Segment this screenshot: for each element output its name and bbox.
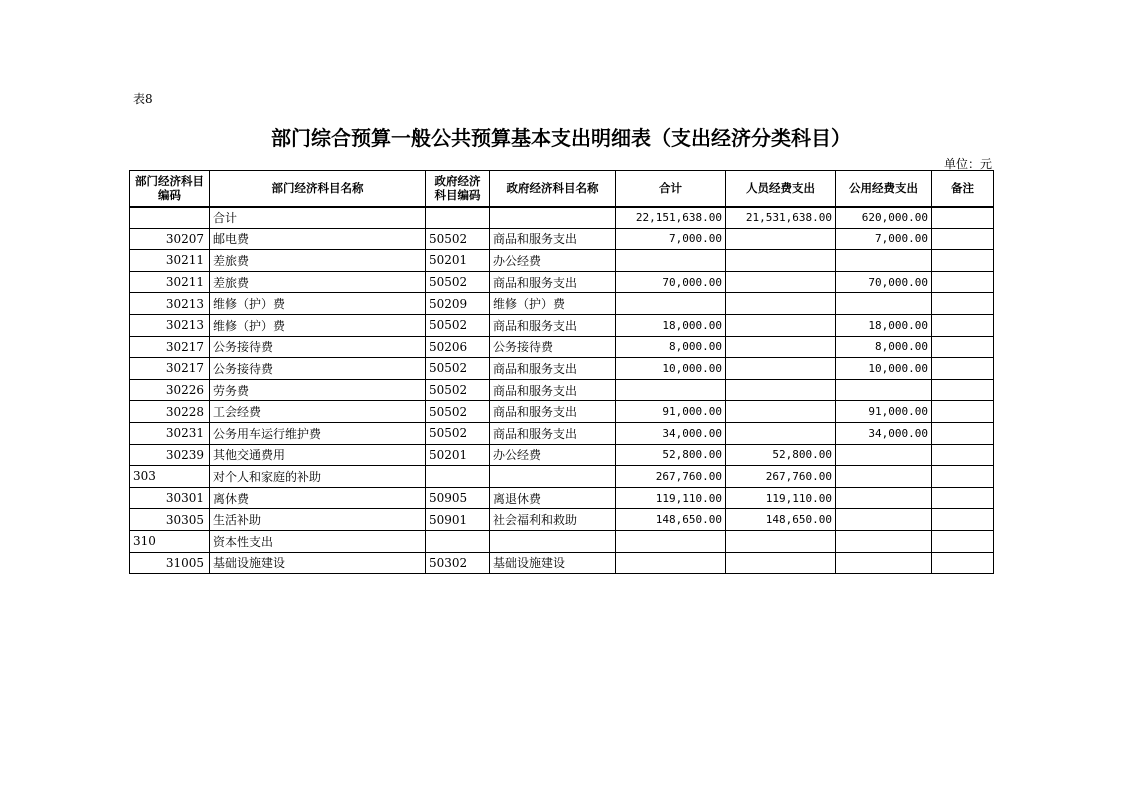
gov-code-cell: 50502 <box>426 314 490 336</box>
total-cell <box>616 250 726 272</box>
gov-name-cell: 基础设施建设 <box>490 552 616 574</box>
public-cell <box>836 444 932 466</box>
table-row <box>130 293 994 315</box>
gov-name-cell: 办公经费 <box>490 250 616 272</box>
total-cell: 70,000.00 <box>616 271 726 293</box>
page-title: 部门综合预算一般公共预算基本支出明细表（支出经济分类科目） <box>271 126 851 150</box>
dept-name-cell: 公务用车运行维护费 <box>210 422 426 444</box>
column-header: 部门经济科目编码 <box>130 171 210 207</box>
total-cell <box>616 379 726 401</box>
total-cell <box>616 552 726 574</box>
total-cell: 18,000.00 <box>616 314 726 336</box>
public-cell: 10,000.00 <box>836 358 932 380</box>
dept-name-cell: 离休费 <box>210 487 426 509</box>
note-cell <box>932 358 994 380</box>
public-cell <box>836 552 932 574</box>
gov-code-cell: 50209 <box>426 293 490 315</box>
public-cell <box>836 487 932 509</box>
note-cell <box>932 466 994 488</box>
table-row <box>130 401 994 423</box>
total-cell <box>616 530 726 552</box>
note-cell <box>932 530 994 552</box>
gov-code-cell <box>426 466 490 488</box>
table-row <box>130 379 994 401</box>
note-cell <box>932 509 994 531</box>
column-header: 政府经济科目名称 <box>490 171 616 207</box>
dept-code-cell: 30228 <box>130 401 210 423</box>
public-cell <box>836 293 932 315</box>
gov-name-cell <box>490 530 616 552</box>
note-cell <box>932 314 994 336</box>
table-row <box>130 314 994 336</box>
public-cell: 8,000.00 <box>836 336 932 358</box>
personnel-cell: 21,531,638.00 <box>726 207 836 229</box>
gov-name-cell: 商品和服务支出 <box>490 422 616 444</box>
personnel-cell <box>726 422 836 444</box>
gov-name-cell: 公务接待费 <box>490 336 616 358</box>
dept-name-cell: 邮电费 <box>210 228 426 250</box>
gov-name-cell: 商品和服务支出 <box>490 401 616 423</box>
total-cell: 52,800.00 <box>616 444 726 466</box>
gov-code-cell: 50502 <box>426 271 490 293</box>
column-header: 人员经费支出 <box>726 171 836 207</box>
public-cell <box>836 250 932 272</box>
table-row <box>130 466 994 488</box>
gov-name-cell: 办公经费 <box>490 444 616 466</box>
dept-code-cell: 30301 <box>130 487 210 509</box>
table-row <box>130 271 994 293</box>
table-row <box>130 336 994 358</box>
personnel-cell: 148,650.00 <box>726 509 836 531</box>
gov-code-cell: 50201 <box>426 444 490 466</box>
dept-code-cell: 30213 <box>130 314 210 336</box>
personnel-cell: 119,110.00 <box>726 487 836 509</box>
gov-name-cell: 离退休费 <box>490 487 616 509</box>
gov-name-cell: 商品和服务支出 <box>490 228 616 250</box>
note-cell <box>932 336 994 358</box>
gov-code-cell <box>426 530 490 552</box>
total-cell: 22,151,638.00 <box>616 207 726 229</box>
note-cell <box>932 379 994 401</box>
public-cell: 70,000.00 <box>836 271 932 293</box>
public-cell <box>836 466 932 488</box>
total-cell: 267,760.00 <box>616 466 726 488</box>
personnel-cell <box>726 379 836 401</box>
public-cell <box>836 530 932 552</box>
personnel-cell <box>726 336 836 358</box>
note-cell <box>932 444 994 466</box>
total-cell: 10,000.00 <box>616 358 726 380</box>
dept-code-cell: 30226 <box>130 379 210 401</box>
total-cell <box>616 293 726 315</box>
dept-code-cell: 30231 <box>130 422 210 444</box>
dept-name-cell: 公务接待费 <box>210 358 426 380</box>
unit-label: 单位：元 <box>943 157 992 171</box>
total-cell: 148,650.00 <box>616 509 726 531</box>
note-cell <box>932 422 994 444</box>
note-cell <box>932 271 994 293</box>
dept-name-cell: 对个人和家庭的补助 <box>210 466 426 488</box>
dept-name-cell: 差旅费 <box>210 250 426 272</box>
dept-name-cell: 维修（护）费 <box>210 314 426 336</box>
public-cell: 34,000.00 <box>836 422 932 444</box>
public-cell: 18,000.00 <box>836 314 932 336</box>
table-number: 表8 <box>133 92 153 106</box>
personnel-cell <box>726 401 836 423</box>
personnel-cell <box>726 552 836 574</box>
personnel-cell <box>726 250 836 272</box>
dept-code-cell: 30213 <box>130 293 210 315</box>
gov-name-cell <box>490 466 616 488</box>
dept-code-cell: 30305 <box>130 509 210 531</box>
personnel-cell <box>726 530 836 552</box>
gov-code-cell: 50502 <box>426 228 490 250</box>
gov-name-cell: 社会福利和救助 <box>490 509 616 531</box>
public-cell: 620,000.00 <box>836 207 932 229</box>
table-row <box>130 444 994 466</box>
column-header: 部门经济科目名称 <box>210 171 426 207</box>
gov-code-cell: 50302 <box>426 552 490 574</box>
dept-name-cell: 工会经费 <box>210 401 426 423</box>
column-header: 公用经费支出 <box>836 171 932 207</box>
dept-name-cell: 差旅费 <box>210 271 426 293</box>
personnel-cell <box>726 271 836 293</box>
public-cell <box>836 379 932 401</box>
dept-code-cell: 30211 <box>130 271 210 293</box>
dept-code-cell: 30239 <box>130 444 210 466</box>
table-row <box>130 530 994 552</box>
budget-table <box>129 170 994 574</box>
dept-name-cell: 基础设施建设 <box>210 552 426 574</box>
gov-code-cell <box>426 207 490 229</box>
gov-name-cell <box>490 207 616 229</box>
personnel-cell <box>726 228 836 250</box>
gov-code-cell: 50502 <box>426 358 490 380</box>
dept-code-cell: 30217 <box>130 336 210 358</box>
note-cell <box>932 401 994 423</box>
column-header: 政府经济科目编码 <box>426 171 490 207</box>
public-cell <box>836 509 932 531</box>
public-cell: 7,000.00 <box>836 228 932 250</box>
dept-name-cell: 合计 <box>210 207 426 229</box>
personnel-cell: 52,800.00 <box>726 444 836 466</box>
public-cell: 91,000.00 <box>836 401 932 423</box>
gov-name-cell: 商品和服务支出 <box>490 358 616 380</box>
note-cell <box>932 250 994 272</box>
note-cell <box>932 228 994 250</box>
table-header-row <box>130 171 994 207</box>
table-row <box>130 487 994 509</box>
dept-code-cell: 30207 <box>130 228 210 250</box>
dept-code-cell: 30211 <box>130 250 210 272</box>
total-cell: 8,000.00 <box>616 336 726 358</box>
table-row <box>130 422 994 444</box>
gov-name-cell: 商品和服务支出 <box>490 379 616 401</box>
table-body <box>130 207 994 574</box>
gov-code-cell: 50206 <box>426 336 490 358</box>
gov-code-cell: 50502 <box>426 422 490 444</box>
personnel-cell <box>726 293 836 315</box>
total-cell: 91,000.00 <box>616 401 726 423</box>
personnel-cell <box>726 358 836 380</box>
table-row <box>130 552 994 574</box>
dept-code-cell: 31005 <box>130 552 210 574</box>
dept-name-cell: 其他交通费用 <box>210 444 426 466</box>
column-header: 备注 <box>932 171 994 207</box>
gov-name-cell: 维修（护）费 <box>490 293 616 315</box>
dept-code-cell: 310 <box>130 530 210 552</box>
gov-code-cell: 50502 <box>426 401 490 423</box>
personnel-cell <box>726 314 836 336</box>
total-cell: 7,000.00 <box>616 228 726 250</box>
gov-code-cell: 50905 <box>426 487 490 509</box>
note-cell <box>932 293 994 315</box>
gov-code-cell: 50502 <box>426 379 490 401</box>
total-cell: 34,000.00 <box>616 422 726 444</box>
table-row <box>130 228 994 250</box>
dept-name-cell: 维修（护）费 <box>210 293 426 315</box>
table-row <box>130 250 994 272</box>
note-cell <box>932 552 994 574</box>
note-cell <box>932 487 994 509</box>
table-row <box>130 509 994 531</box>
dept-code-cell <box>130 207 210 229</box>
dept-name-cell: 劳务费 <box>210 379 426 401</box>
dept-code-cell: 303 <box>130 466 210 488</box>
dept-name-cell: 公务接待费 <box>210 336 426 358</box>
gov-name-cell: 商品和服务支出 <box>490 314 616 336</box>
table-row <box>130 207 994 229</box>
table-row <box>130 358 994 380</box>
column-header: 合计 <box>616 171 726 207</box>
gov-code-cell: 50901 <box>426 509 490 531</box>
dept-name-cell: 生活补助 <box>210 509 426 531</box>
dept-code-cell: 30217 <box>130 358 210 380</box>
dept-name-cell: 资本性支出 <box>210 530 426 552</box>
personnel-cell: 267,760.00 <box>726 466 836 488</box>
total-cell: 119,110.00 <box>616 487 726 509</box>
gov-code-cell: 50201 <box>426 250 490 272</box>
gov-name-cell: 商品和服务支出 <box>490 271 616 293</box>
note-cell <box>932 207 994 229</box>
